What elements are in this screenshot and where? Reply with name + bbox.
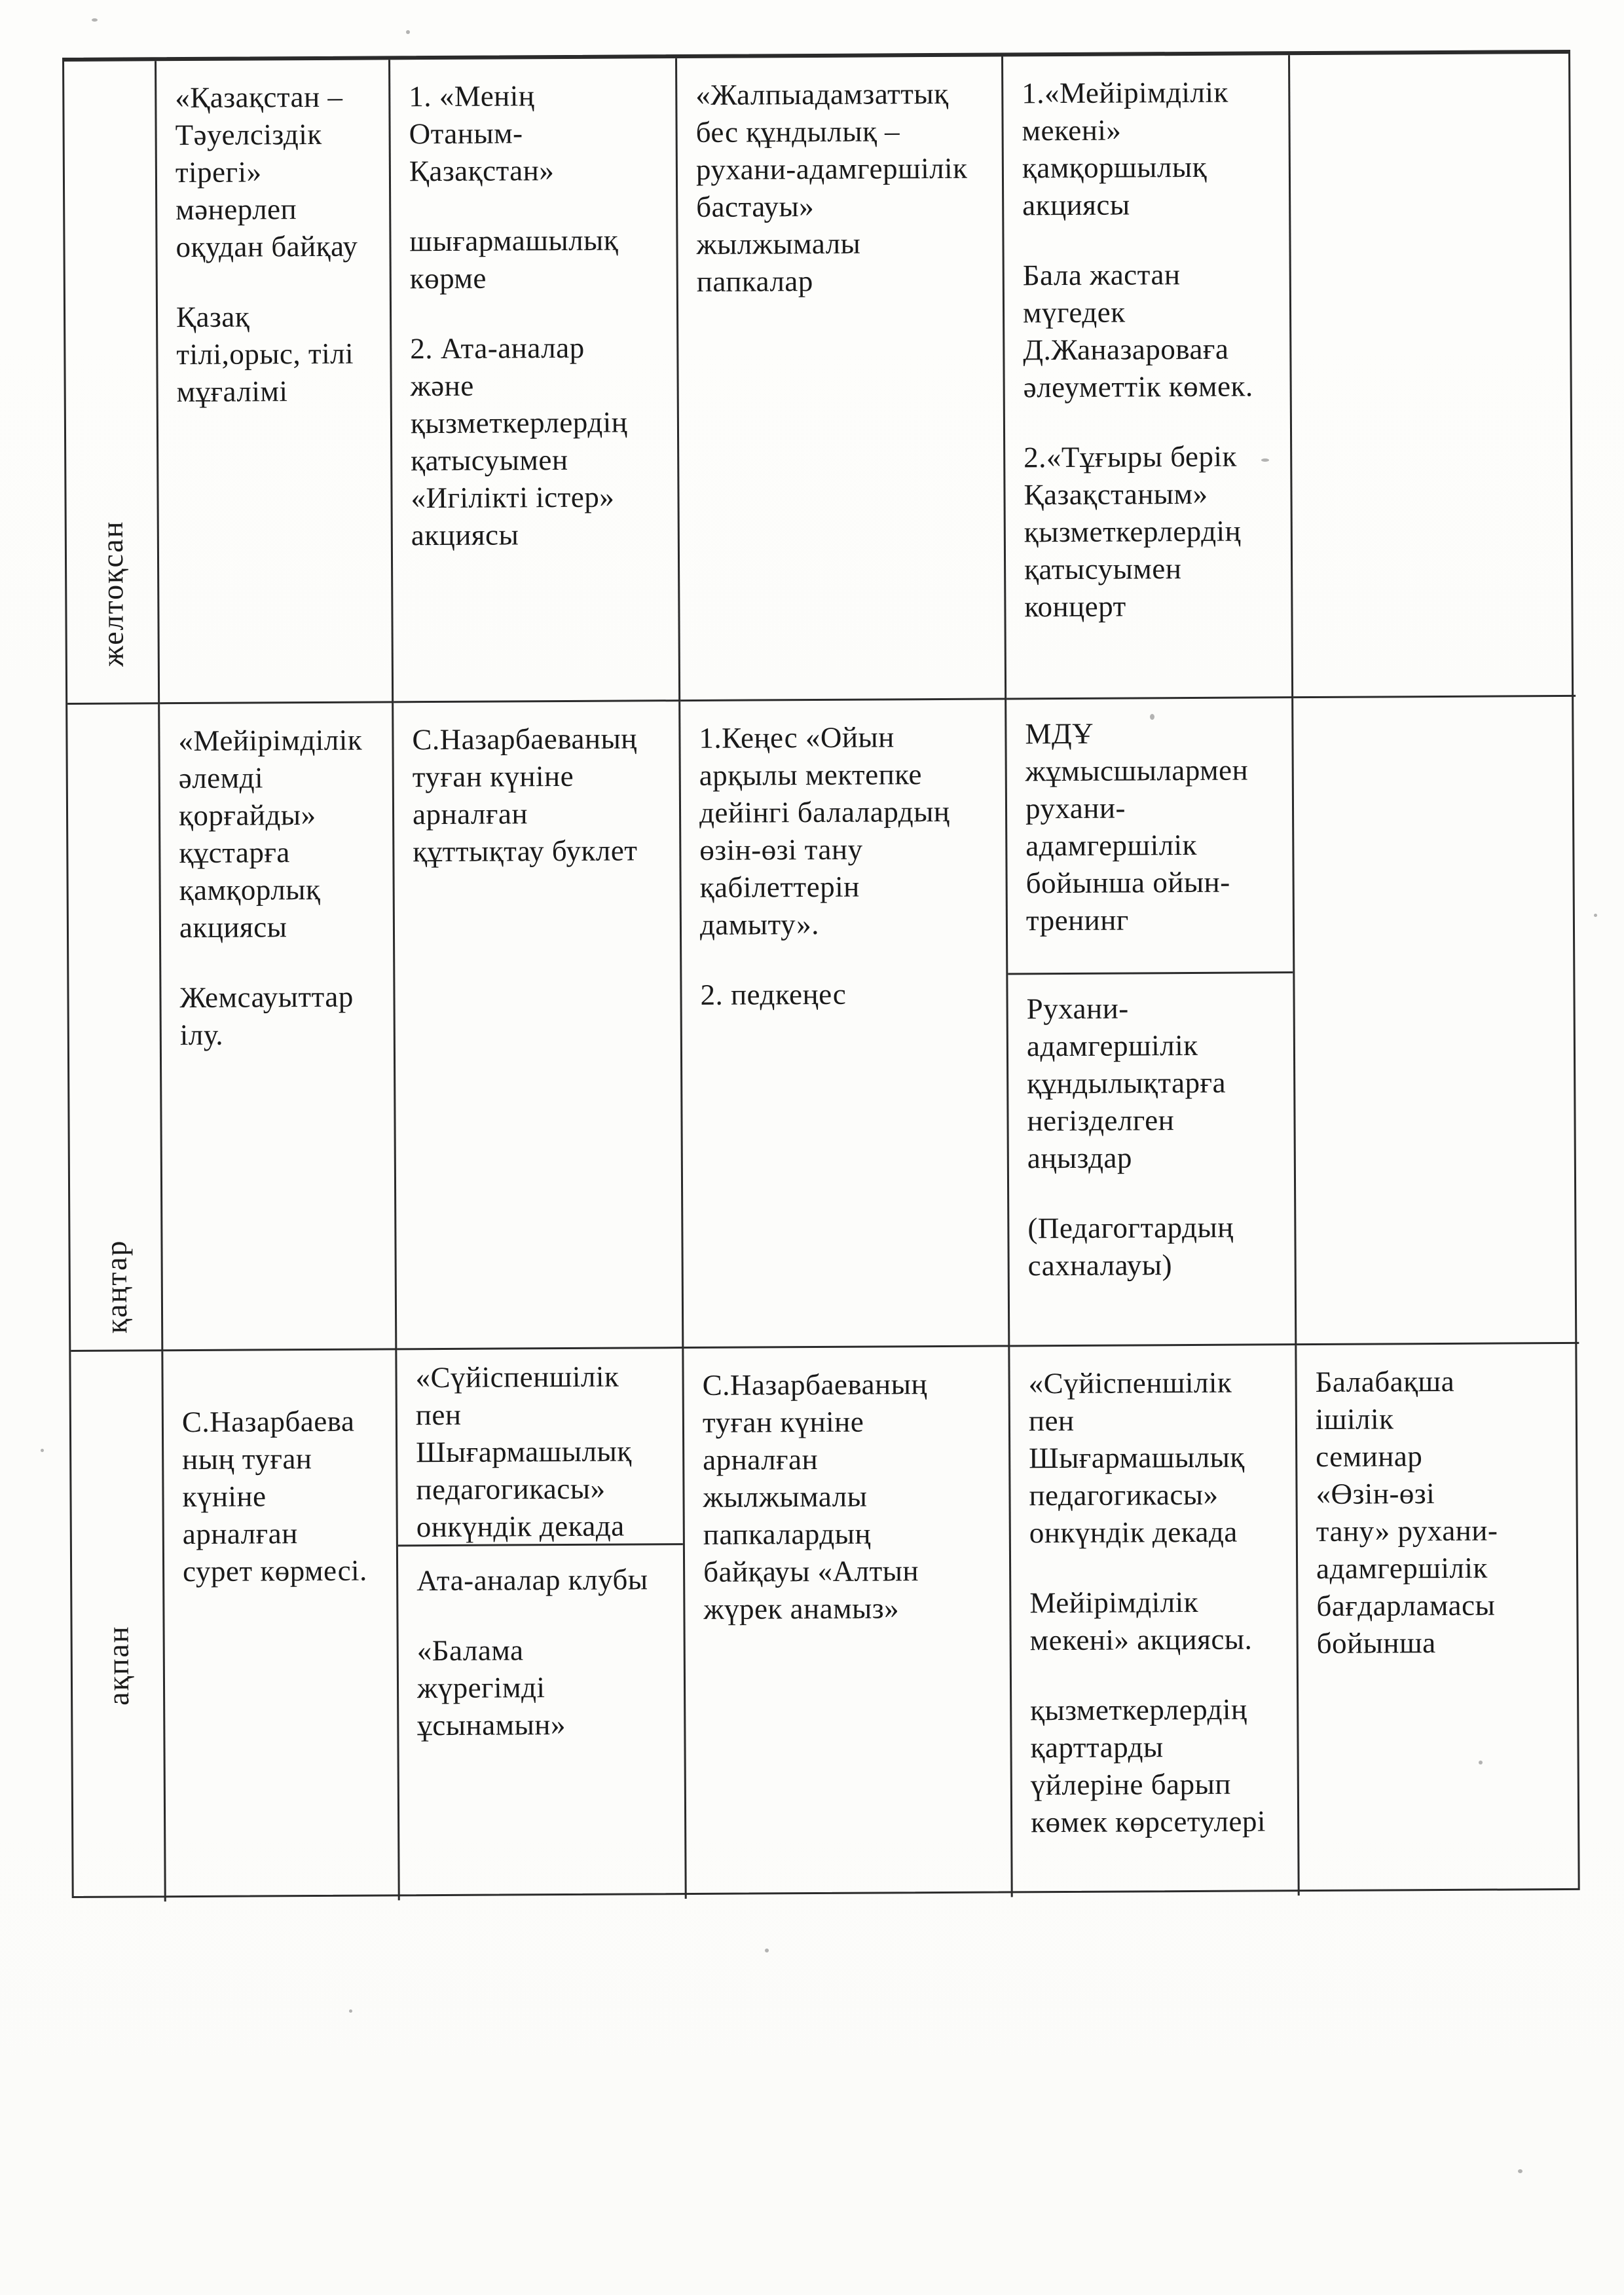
empty-cell — [1293, 697, 1579, 1345]
activity-cell — [1010, 1345, 1299, 1897]
cell-paragraph: С.Назарбаеваның туған күніне арналған жылжымалы папкалардың байқауы «Алтын жүрек анамыз» — [702, 1368, 928, 1626]
month-label: қаңтар — [98, 1239, 133, 1334]
month-cell — [67, 704, 163, 1352]
scan-speck — [406, 30, 410, 34]
activity-cell — [157, 60, 394, 704]
scan-speck — [765, 1949, 769, 1952]
activity-cell — [1297, 1344, 1581, 1895]
cell-paragraph: Ата-аналар клубы — [416, 1563, 648, 1597]
scan-speck — [92, 18, 98, 22]
cell-paragraph: «Қазақстан – Тәуелсіздік тірегі» мәнерлеп оқудан байқау — [175, 80, 358, 264]
month-label: ақпан — [101, 1625, 135, 1706]
activity-cell — [680, 700, 1010, 1349]
month-cell — [64, 61, 160, 705]
cell-paragraph — [1312, 715, 1562, 717]
scan-speck — [349, 2009, 352, 2013]
activity-cell-split — [1006, 698, 1297, 1347]
scan-speck — [41, 1449, 44, 1452]
month-label: желтоқсан — [95, 520, 130, 667]
cell-paragraph: 1.Кеңес «Ойын арқылы мектепке дейінгі балалардың өзін-өзі тану қабілеттерін дамыту». — [699, 720, 950, 941]
cell-paragraph: «Жалпыадамзаттық бес құндылық – рухани-адамгершілік бастауы» жылжымалы папкалар — [695, 77, 968, 298]
scan-speck — [1479, 1761, 1483, 1764]
cell-paragraph: Қазақ тілі,орыс, тілі мұғалімі — [175, 300, 354, 409]
cell-paragraph: «Мейірімділік әлемді қорғайды» құстарға қамқорлық акциясы — [178, 723, 363, 944]
activity-plan-table — [62, 50, 1580, 1898]
cell-paragraph: МДҰ жұмысшылармен рухани- адамгершілік бойынша ойын- тренинг — [1025, 717, 1249, 937]
cell-paragraph: Балабақша ішілік семинар «Өзін-өзі тану» рухани- адамгершілік бағдарламасы бойынша — [1315, 1364, 1498, 1660]
cell-paragraph: (Педагогтардың сахналауы) — [1027, 1210, 1234, 1282]
cell-paragraph: 2. Ата-аналар және қызметкерлердің қатысуымен «Игілікті істер» акциясы — [410, 331, 628, 552]
activity-cell — [684, 1347, 1012, 1899]
activity-cell-split — [397, 1349, 686, 1900]
cell-paragraph: 1.«Мейірімділік мекені» қамқоршылық акциясы — [1022, 75, 1228, 222]
cell-paragraph: Жемсауыттар ілу. — [179, 980, 354, 1052]
cell-paragraph: «Сүйіспеншілік пен Шығармашылық педагогикасы» онкүндік декада — [1028, 1366, 1245, 1550]
sub-cell — [398, 1545, 685, 1900]
sub-cell — [1008, 973, 1295, 1345]
activity-cell — [394, 701, 684, 1350]
cell-paragraph: қызметкерлердің қарттарды үйлеріне барып көмек көрсетулері — [1030, 1692, 1266, 1839]
scan-speck — [1150, 714, 1154, 720]
cell-paragraph: 2. педкеңес — [700, 977, 847, 1011]
cell-paragraph: шығармашылық көрме — [409, 223, 619, 295]
cell-paragraph: С.Назарбаева ның туған күніне арналған сурет көрмесі. — [181, 1404, 367, 1588]
activity-cell — [390, 58, 680, 703]
cell-paragraph: «Сүйіспеншілік пен Шығармашылық педагогикасы» онкүндік декада — [415, 1360, 632, 1544]
cell-paragraph: Мейірімділік мекені» акциясы. — [1029, 1585, 1253, 1657]
cell-paragraph: С.Назарбаеваның туған күніне арналған құттықтау буклет — [412, 722, 638, 868]
activity-cell — [163, 1350, 399, 1901]
scan-speck — [1261, 458, 1269, 462]
cell-paragraph: Рухани- адамгершілік құндылықтарға негізделген аңыздар — [1026, 992, 1227, 1175]
cell-paragraph: 1. «Менің Отаным- Қазақстан» — [409, 79, 555, 188]
activity-cell — [160, 703, 397, 1351]
scan-speck — [1518, 2169, 1522, 2173]
activity-cell — [677, 56, 1006, 701]
empty-cell — [1290, 54, 1576, 698]
cell-paragraph — [1308, 72, 1559, 73]
cell-paragraph: Бала жастан мүгедек Д.Жаназароваға әлеуметтік көмек. — [1022, 258, 1253, 404]
cell-paragraph: «Балама жүрегімді ұсынамын» — [416, 1633, 566, 1742]
cell-paragraph: 2.«Тұғыры берік Қазақстаным» қызметкерлердің қатысуымен концерт — [1024, 439, 1242, 624]
month-cell — [71, 1351, 166, 1902]
sub-cell — [1006, 698, 1293, 975]
activity-cell — [1003, 55, 1293, 700]
scan-speck — [1594, 914, 1597, 917]
sub-cell — [397, 1349, 683, 1546]
